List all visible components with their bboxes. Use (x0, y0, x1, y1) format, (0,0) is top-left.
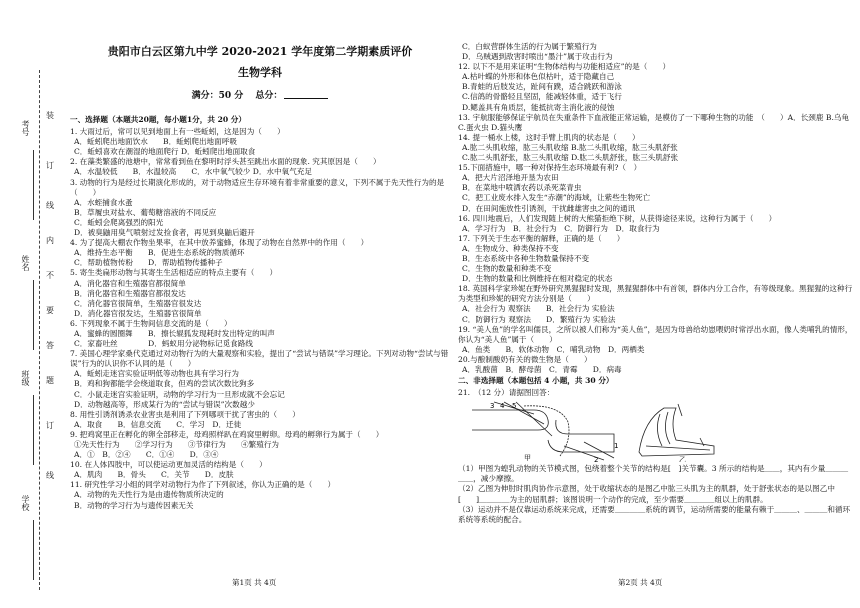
question-options: B．生态系统中各种生物数量保持不变 (462, 253, 590, 263)
question-stem: 13. 宇航服能够保证宇航员在失重条件下血液能正常运输，是模仿了一下哪种生物的功能 （ ）A．长颈鹿 B.乌龟 C.蛋火虫 D.猫头鹰 (458, 112, 850, 132)
question-stem: 7. 美国心理学家桑代克通过对动物行为的大量观察和实验，提出了“尝试与错误”学习理论。下列对动物“尝试与错误”行为的认识你不认同的是（ ） (70, 349, 449, 369)
question-options: A．① B．②④ C．①④ D．③④ (74, 450, 219, 460)
question-options: D.鳃盖具有角质层，能抵抗寄主消化液的侵蚀 (462, 102, 615, 112)
question-item (70, 238, 450, 268)
question-options: C．帮助植物传粉 D．帮助植物传播种子 (74, 258, 223, 268)
question-options: D．动物越高等，形成某行为的“尝试与错误”次数越少 (74, 399, 255, 409)
question-stem: 8. 用性引诱剂诱杀农业害虫是利用了下列哪项干扰了害虫的（ ） (70, 409, 300, 419)
question-options: C．消化器官很简单，生殖器官很发达 (74, 298, 202, 308)
exam-number-label: 考号 (21, 120, 30, 136)
question-item (70, 319, 450, 349)
school-line (33, 520, 34, 580)
question-options: D．乌贼遇到敌害时喷出“墨汁”属于攻击行为 (462, 52, 613, 62)
name-label: 姓名 (21, 255, 30, 271)
total-score-blank[interactable] (284, 98, 328, 99)
question-options: C．家畜吐丝 D．蚂蚁用分泌物标记觅食路线 (74, 339, 253, 349)
question-stem: 10. 在人体四肢中，可以使运动更加灵活的结构是（ ） (70, 460, 267, 470)
score-label: 满分：50 分 总分： (191, 91, 283, 101)
question-options: A．社会行为 观察法 B．社会行为 实验法 (462, 304, 615, 314)
figure-label: 2 (594, 456, 599, 463)
question-stem: 1. 大雨过后，常可以见到地面上有一些蚯蚓，这是因为（ ） (70, 127, 285, 137)
question-options: D．生物的数量和比例维持在相对稳定的状态 (462, 274, 613, 284)
question-item (458, 62, 853, 112)
question-item (70, 349, 450, 410)
question-item (70, 178, 450, 239)
figure-label: 甲 (524, 454, 531, 463)
question-options: C．蚯蚓喜欢在潮湿的地面爬行 D．蚯蚓爬出地面取食 (74, 147, 256, 157)
figure-label: 乙 (679, 456, 686, 463)
figure-label: 4 (500, 402, 505, 411)
question-options: A．学习行为 B．社会行为 C．防御行为 D．取食行为 (462, 223, 660, 233)
question-21 (458, 388, 853, 525)
question-options: A．消化器官和生殖器官都很简单 (74, 278, 186, 288)
section-1 (70, 115, 450, 511)
column-2-body (458, 42, 853, 525)
exam-subtitle: 生物学科 (238, 66, 282, 79)
figure-label: 1 (614, 442, 619, 451)
binding-mark: 题 (46, 376, 54, 385)
question-21-subquestion: （3）运动并不是仅靠运动系统来完成，还需要＿＿＿＿系统的调节，运动所需要的能量有赖于＿＿＿、＿＿＿和循环系统等系统的配合。 (458, 504, 851, 524)
binding-margin (0, 0, 60, 608)
question-stem: 15.下面措施中，哪一种对保持生态环境最有利?（ ） (458, 163, 642, 173)
question-item (458, 113, 853, 133)
figure-svg (464, 400, 724, 462)
question-stem: 20.与酿制酸奶有关的微生物是（ ） (458, 354, 592, 364)
binding-mark: 答 (46, 341, 54, 350)
question-options: A.枯叶蝶的外形和体色似枯叶，适于隐藏自己 (462, 72, 615, 82)
question-item (458, 325, 853, 355)
question-options: B．消化器官和生殖器官都很发达 (74, 288, 186, 298)
question-stem: 2. 在藻类繁盛的池塘中，常常看到鱼在黎明时浮头甚至跳出水面的现象. 究其原因是（ ） (70, 157, 381, 167)
question-options: C．蚯蚓会爬离强烈的阳光 (74, 217, 164, 227)
question-options: A.肱二头肌收缩，肱三头肌收缩 B.肱二头肌收缩，肱三头肌舒张 (462, 142, 678, 152)
question-options: A．水蛭捕食水蚤 (74, 197, 133, 207)
question-options: C．白蚁营群体生活的行为属于繁殖行为 (462, 42, 597, 51)
question-stem: 5. 寄生类扁形动物与其寄生生活相适应的特点主要有（ ） (70, 268, 278, 278)
question-item (458, 355, 853, 375)
section-1-heading: 一、选择题（本题共20题，每小题1分，共 20 分） (70, 115, 246, 124)
question-stem: 16. 四川地震后，人们发现随上树的大熊猫拒绝下树，从获得途径来说，这种行为属于（ ） (458, 213, 777, 223)
question-options: C．生物的数量和种类不变 (462, 264, 552, 274)
question-options: A．维持生态平衡 B．促进生态系统的物质循环 (74, 248, 245, 258)
question-options: B．鸡和狗都能学会绕道取食，但鸡的尝试次数比狗多 (74, 379, 255, 389)
question-21-subquestion: （2）乙图为伸肘时肌肉协作示意图，处于收缩状态的是图乙中肱三头肌为主的肌群，处于舒张状态的是以图乙中[ ]＿＿＿＿为主的屈肌群；该图说明一个动作的完成，至少需要＿＿＿＿组以上的肌群。 (458, 484, 835, 504)
question-options: B.青蛙的后肢发达，趾间有蹼，适合跳跃和游泳 (462, 82, 622, 92)
binding-mark: 订 (46, 421, 54, 430)
question-options: C．防御行为 观察法 D．繁殖行为 实验法 (462, 314, 616, 324)
question-stem: 19. “美人鱼”的学名叫儒艮，之所以被人们称为“美人鱼”，是因为母兽给幼崽喂奶时常浮出水面，像人类哺乳的情形，你认为“美人鱼”属于（ ） (458, 324, 853, 344)
question-options: D．消化器官很发达，生殖器官很简单 (74, 308, 202, 318)
binding-mark: 要 (46, 306, 54, 315)
question-options: A．蚯蚓走迷宫实验证明低等动物也具有学习行为 (74, 369, 239, 379)
question-options: A．水温较低 B．水温较高 C．水中氧气较少 D．水中氧气充足 (74, 167, 312, 177)
question-options: C.信鸽的骨骼轻且坚固，能减轻体重，适于飞行 (462, 92, 622, 102)
question-stem: 11. 研究性学习小组的同学对动物行为作了下列叙述，你认为正确的是（ ） (70, 480, 336, 490)
school-label: 学校 (21, 495, 30, 511)
question-item (70, 480, 450, 510)
figure-label: 5 (512, 402, 517, 411)
class-line (33, 395, 34, 465)
question-21-subquestion: （1）甲图为蝗乳动物的关节模式图，包绕着整个关节的结构是[ ]关节囊。3 所示的结构是＿＿，其内有少量＿＿＿＿＿，减少摩擦。 (458, 464, 849, 484)
binding-dashed-line (39, 70, 40, 590)
question-item (70, 460, 450, 480)
question-stem: 9. 把鸡窝里正在孵化的卵全部移走，母鸡照样趴在鸡窝里孵卵。母鸡的孵卵行为属于（ ） (70, 429, 384, 439)
question-options: A．生物成分、种类保持不变 (462, 243, 559, 253)
binding-mark: 不 (46, 271, 54, 280)
question-item (70, 430, 450, 460)
figure-label: 3 (490, 402, 495, 411)
question-item (70, 127, 450, 157)
question-stem: 4. 为了提高大棚农作物坐果率，在其中放养蜜蜂，体现了动物在自然界中的作用（ ） (70, 238, 369, 248)
joint-diagram (472, 402, 614, 463)
question-options: D．被臭鼬用臭气喷射过发捡食者，再见到臭鼬后避开 (74, 228, 255, 238)
question-item (458, 133, 853, 163)
question-stem: 17. 下列关于生态平衡的解释，正确的是（ ） (458, 233, 625, 243)
class-label: 班级 (21, 370, 30, 386)
question-options: B．在菜地中喷洒农药以杀死菜青虫 (462, 183, 582, 193)
question-options: A．肌肉 B．骨头 C．关节 D．皮肤 (74, 470, 234, 480)
question-stem: 18. 英国科学家珍妮在野外研究黑猩猩时发现，黑猩猩群体中有首领，群体内分工合作，有等级现象。黑猩猩的这种行为类型和珍妮的研究方法分别是（ ） (458, 284, 853, 304)
binding-mark: 内 (46, 236, 54, 245)
question-stem: 3. 动物的行为是经过长期演化形成的，对于动物适应生存环境有着非常重要的意义，下列不属于先天性行为的是（ ） (70, 177, 445, 197)
question-options: D．在田间施放性引诱剂，干扰雌雄害虫之间的通讯 (462, 203, 636, 213)
binding-mark: 线 (46, 201, 54, 210)
question-item (458, 234, 853, 284)
question-options: C．把工业废水排入发生“赤潮”的海域，让紫些生物死亡 (462, 193, 651, 203)
question-options: C．小鼠走迷宫实验证明，动物的学习行为一旦形成就不会忘记 (74, 389, 285, 399)
binding-mark: 装 (46, 111, 54, 120)
section-2-heading: 二、非选择题（本题包括 4 小题，共 30 分） (458, 376, 614, 386)
question-options: A．蚯蚓爬出地面饮水 B．蚯蚓爬出地面呼吸 (74, 137, 237, 147)
question-stem: 12. 以下不是用来证明“生物体结构与功能相适应”的是（ ） (458, 62, 671, 72)
question-stem: 6. 下列现象不属于生物间信息交流的是（ ） (70, 318, 232, 328)
question-stem: 21. （12 分）请据图回答： (458, 388, 555, 398)
name-line (33, 280, 34, 350)
binding-mark: 订 (46, 161, 54, 170)
question-options: B．动物的学习行为与遗传因素无关 (74, 500, 194, 510)
question-options: A．鱼类 B．软体动物 C．哺乳动物 D．两栖类 (462, 344, 645, 354)
exam-number-line (33, 150, 34, 220)
question-item (70, 157, 450, 177)
joint-and-arm-figure (464, 400, 853, 462)
question-options: A．蜜蜂的圆圈舞 B．擦长辊狐发现耗时发出特定的叫声 (74, 328, 275, 338)
question-options: A．取食 B．信息交流 C．学习 D．迁徙 (74, 419, 242, 429)
question-item (70, 410, 450, 430)
page-number-2: 第2页 共 4页 (618, 578, 663, 587)
question-item (458, 214, 853, 234)
question-stem: 14. 提一桶水上楼，这时手臂上肌肉的状态是（ ） (458, 132, 640, 142)
question-options: A．把大片沼泽地开垦为农田 (462, 173, 559, 183)
question-options: A．动物的先天性行为是由遗传物质所决定的 (74, 490, 224, 500)
question-options: ①先天性行为 ②学习行为 ③节律行为 ④繁殖行为 (74, 440, 280, 449)
arm-diagram (639, 404, 714, 456)
question-options: A．乳酸菌 B．酵母菌 C．青霉 D．病毒 (462, 365, 622, 374)
question-options: B．草履虫对盐水、葡萄糖溶液的不同反应 (74, 207, 217, 217)
page-number-1: 第1页 共 4页 (232, 578, 277, 587)
question-item (70, 268, 450, 318)
exam-title: 贵阳市白云区第九中学 2020-2021 学年度第二学期素质评价 (107, 45, 413, 58)
question-item (458, 163, 853, 213)
question-options: C.肱二头肌舒张，肱三头肌收缩 D.肱二头肌舒张，肱三头肌舒张 (462, 153, 679, 163)
binding-mark: 线 (46, 471, 54, 480)
score-line (70, 91, 450, 101)
question-item (458, 284, 853, 324)
